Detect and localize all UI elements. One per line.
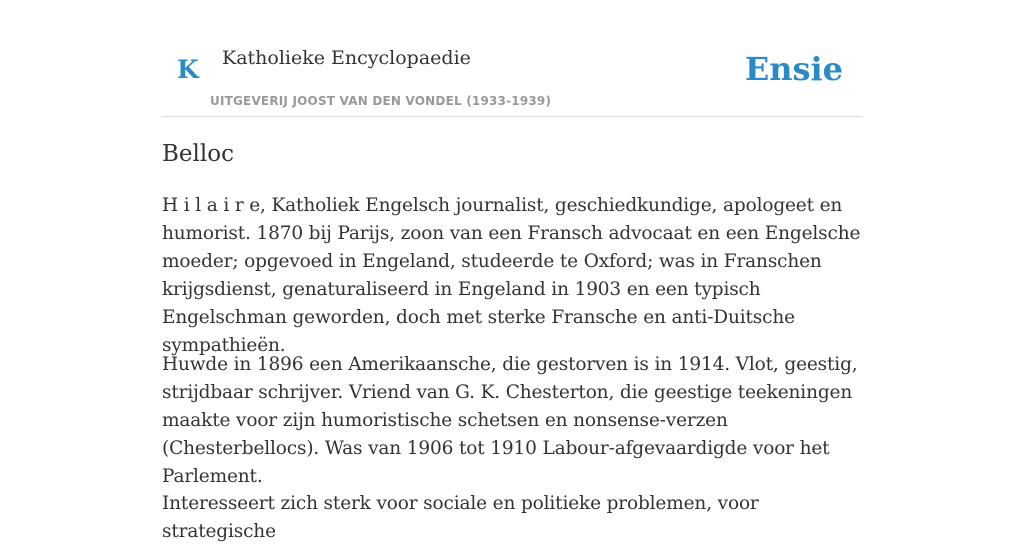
logo-k[interactable]: K <box>177 55 199 84</box>
brand-logo-ensie[interactable]: Ensie <box>744 50 843 88</box>
article-title: Belloc <box>162 141 234 167</box>
page <box>162 0 862 542</box>
publisher-label: UITGEVERIJ JOOST VAN DEN VONDEL (1933-1939) <box>210 94 552 108</box>
site-title[interactable]: Katholieke Encyclopaedie <box>222 47 471 69</box>
article-paragraph: Huwde in 1896 een Amerikaansche, die gestorven is in 1914. Vlot, geestig, strijdbaar schrijver. Vriend van G. K. Chesterton, die geestige teekeningen maakte voor zijn humoristische schetsen en nonsense-verzen (Chesterbellocs). Was van 1906 tot 1910 Labour-afgevaardigde voor het Parlement. <box>162 354 858 487</box>
site-header <box>162 0 862 117</box>
article-paragraph: H i l a i r e, Katholiek Engelsch journalist, geschiedkundige, apologeet en humorist. 1870 bij Parijs, zoon van een Fransch advocaat en een Engelsche moeder; opgevoed in Engeland, studeerde te Oxford; was in Franschen krijgsdienst, genaturaliseerd in Engeland in 1903 en een typisch Engelschman geworden, doch met sterke Fransche en anti-Duitsche sympathieën. <box>162 195 861 356</box>
article-paragraph: Interesseert zich sterk voor sociale en politieke problemen, voor strategische <box>162 493 759 542</box>
